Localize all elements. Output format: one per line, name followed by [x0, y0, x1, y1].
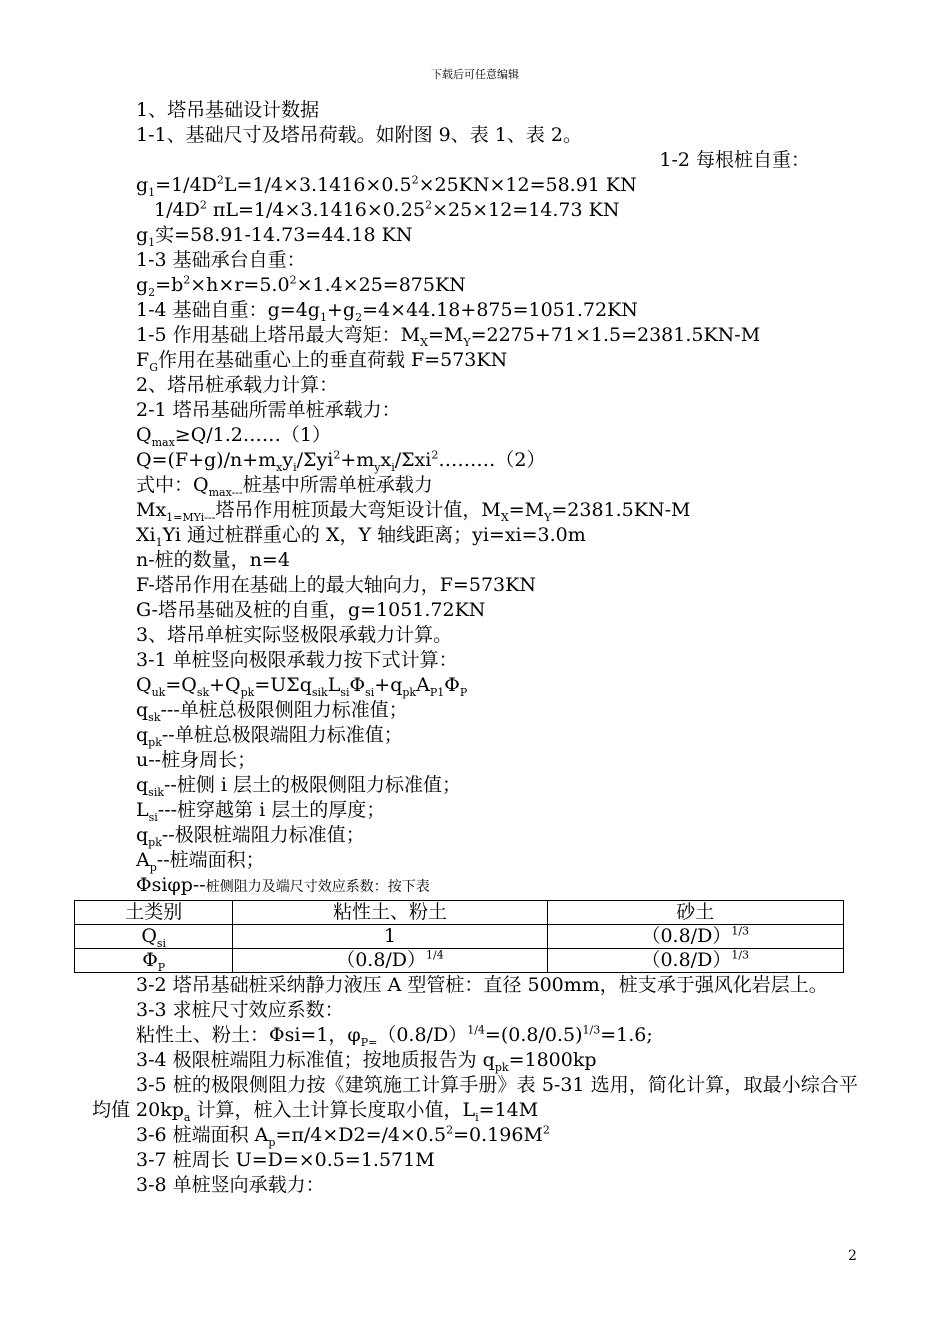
table-cell: $Q_{si}$ — [75, 925, 233, 949]
table-cell: 1 — [233, 925, 547, 949]
formula-line: $g_1$实=58.91-14.73=44.18 KN — [136, 224, 413, 249]
text-line: $Xi_1Yi$ 通过桩群重心的 X，Y 轴线距离；yi=xi=3.0m — [136, 524, 586, 549]
text-line: 2-1 塔吊基础所需单桩承载力： — [136, 399, 401, 421]
formula-line: $Q_{uk}=Q_{sk}+Q_{pk}=U\Sigma q_{sik}L_{si}\Phi_{si}+q_{pk}A_{P1}\Phi_P$ — [136, 674, 468, 699]
table-header-cell: 砂土 — [547, 901, 843, 925]
table-row — [75, 925, 844, 949]
table-header-row — [75, 901, 844, 925]
text-line: $q_{sik}--$桩侧 i 层土的极限侧阻力标准值； — [136, 774, 462, 799]
page-number: 2 — [848, 1248, 857, 1264]
text-line: $L_{si}---$桩穿越第 i 层土的厚度； — [136, 799, 386, 824]
text-line: G-塔吊基础及桩的自重，g=1051.72KN — [136, 599, 486, 621]
section-heading: 3、塔吊单桩实际竖极限承载力计算。 — [136, 624, 453, 646]
paragraph: 3-2 塔吊基础桩采纳静力液压 A 型管桩：直径 500mm，桩支承于强风化岩层上。 — [136, 974, 828, 996]
text-line: 1-2 每根桩自重： — [659, 149, 810, 171]
formula-line: $1/4D^2$ $\pi L=1/4\times 3.1416\times 0.25^2\times 25\times 12=14.73$ KN — [154, 198, 620, 221]
text-line: n-桩的数量，n=4 — [136, 549, 290, 571]
text-line: $q_{pk}--$单桩总极限端阻力标准值； — [136, 724, 403, 749]
text-line: $A_p--$桩端面积； — [136, 849, 265, 874]
page-header: 下载后可任意编辑 — [431, 68, 519, 81]
table-cell: $(0.8/D)^{1/3}$ — [547, 925, 843, 949]
coefficient-table — [74, 900, 844, 973]
formula-line: $Q=(F+g)/n+m_xy_i/\Sigma yi^2+m_yx_i/\Sigma xi^2\dots\dots\dots(2)$ — [136, 448, 546, 474]
text-line: $q_{sk}---$单桩总极限侧阻力标准值； — [136, 699, 408, 724]
text-line: 3-8 单桩竖向承载力： — [136, 1174, 325, 1196]
document-body — [92, 98, 858, 1198]
text-line: 3-3 求桩尺寸效应系数： — [136, 999, 344, 1021]
table-header-cell: 粘性土、粉土 — [233, 901, 547, 925]
text-line: 1-1、基础尺寸及塔吊荷载。如附图 9、表 1、表 2。 — [136, 124, 582, 146]
table-row — [75, 949, 844, 973]
formula-line: $Q_{max}\ge Q/1.2\dots\dots(1)$ — [136, 424, 331, 449]
formula-line: $g_2=b^2\times h\times r=5.0^2\times 1.4\times 25=875KN$ — [136, 273, 466, 299]
text-line: u--桩身周长； — [136, 749, 257, 771]
table-cell: $(0.8/D)^{1/3}$ — [547, 949, 843, 973]
formula-line: $g_1=1/4D^2L=1/4\times 3.1416\times 0.5^2\times 25KN\times 12=58.91$ KN — [136, 173, 637, 199]
formula-line: 粘性土、粉土：Φsi=1，$\varphi_{P=}(0.8/D)^{1/4}=(0.8/0.5)^{1/3}=1.6$; — [136, 1023, 653, 1049]
text-line: $Mx_{1=MYi---}$塔吊作用桩顶最大弯矩设计值，$M_X=M_Y=2381.5KN-M$ — [136, 499, 691, 524]
section-heading: 2、塔吊桩承载力计算： — [136, 374, 339, 396]
formula-line: 3-6 桩端面积 $A_p=\pi/4\times D2=/4\times 0.5^2=0.196M^2$ — [136, 1123, 550, 1149]
table-cell: $\Phi_P$ — [75, 949, 233, 973]
text-line: F-塔吊作用在基础上的最大轴向力，F=573KN — [136, 574, 536, 596]
text-line: $q_{pk}--$极限桩端阻力标准值； — [136, 824, 365, 849]
formula-line: 1-5 作用基础上塔吊最大弯矩：$M_X=M_Y=2275+71\times 1.5=2381.5KN-M$ — [136, 324, 761, 349]
text-line: 3-1 单桩竖向极限承载力按下式计算： — [136, 649, 458, 671]
table-caption: Φsiφp--桩侧阻力及端尺寸效应系数：按下表 — [136, 874, 430, 896]
text-line: 1-3 基础承台自重： — [136, 249, 306, 271]
table-header-cell: 土类别 — [75, 901, 233, 925]
text-line: 3-4 极限桩端阻力标准值；按地质报告为 $q_{pk}=1800kp$ — [136, 1049, 597, 1074]
text-line: $F_G$作用在基础重心上的垂直荷载 F=573KN — [136, 349, 508, 374]
formula-line: 1-4 基础自重：$g=4g_1+g_2=4\times 44.18+875=1051.72KN$ — [136, 299, 638, 324]
section-heading: 1、塔吊基础设计数据 — [136, 99, 320, 121]
formula-line: 3-7 桩周长 U=D=×0.5=1.571M — [136, 1149, 435, 1171]
paragraph: 3-5 桩的极限侧阻力按《建筑施工计算手册》表 5-31 选用，简化计算，取最小综合平均值 $20kp_a$ 计算，桩入土计算长度取小值，$L_i=14M$ — [92, 1074, 858, 1124]
table-cell: $(0.8/D)^{1/4}$ — [233, 949, 547, 973]
text-line: 式中：$Q_{max---}$桩基中所需单桩承载力 — [136, 474, 433, 499]
